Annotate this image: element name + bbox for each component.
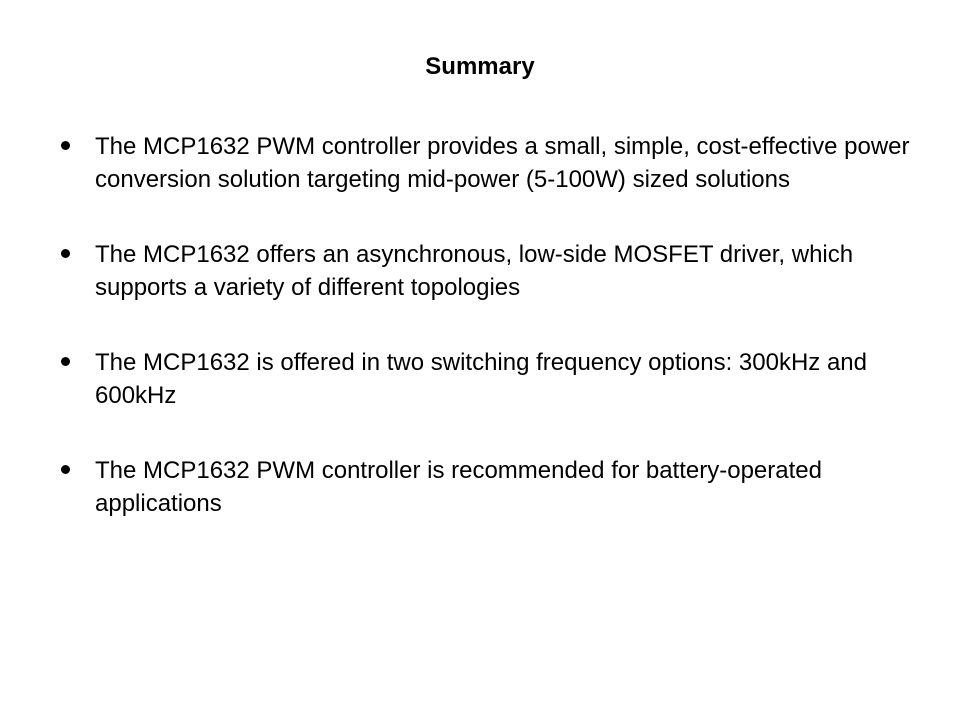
bullet-text: The MCP1632 is offered in two switching frequency options: 300kHz and 600kHz — [95, 349, 867, 409]
bullet-text: The MCP1632 PWM controller provides a small, simple, cost-effective power conversion solution targeting mid-power (5-100W) sized solutions — [95, 133, 910, 193]
bullet-text: The MCP1632 PWM controller is recommended for battery-operated applications — [95, 457, 822, 517]
bullet-item — [58, 130, 918, 196]
bullet-item — [58, 238, 918, 304]
slide-title: Summary — [425, 53, 535, 80]
bullet-dot-icon — [61, 141, 70, 150]
bullet-item — [58, 454, 918, 520]
bullet-text: The MCP1632 offers an asynchronous, low-side MOSFET driver, which supports a variety of different topologies — [95, 241, 854, 301]
bullet-dot-icon — [61, 357, 70, 366]
bullet-dot-icon — [61, 249, 70, 258]
bullet-dot-icon — [61, 465, 70, 474]
bullet-item — [58, 346, 918, 412]
bullet-list — [58, 130, 918, 520]
